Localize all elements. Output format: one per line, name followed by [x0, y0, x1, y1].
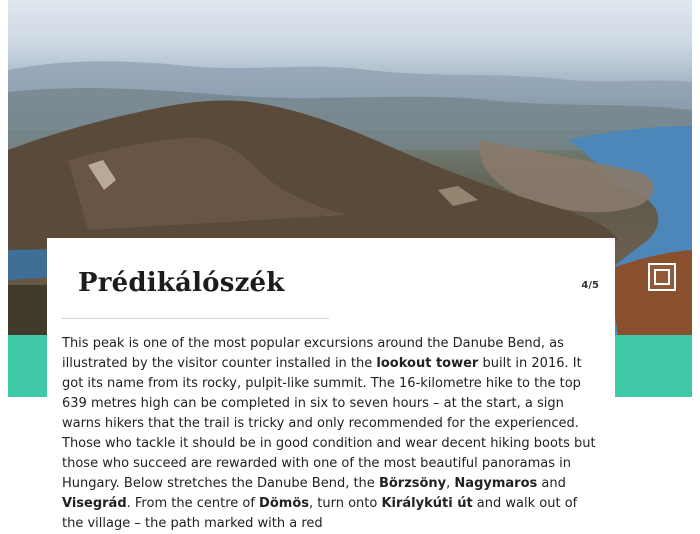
fullscreen-icon[interactable] — [648, 263, 676, 291]
keyword-kiralykuti-ut: Királykúti út — [381, 496, 473, 511]
keyword-borzsony: Börzsöny — [378, 476, 447, 491]
description-text: , — [446, 476, 455, 491]
description-text: This peak is one of the most popular excursions around the Danube Bend, as illustrated by the visitor counter installed in the — [62, 336, 564, 371]
description-text: and walk out of the village – the path marked with a red — [62, 496, 578, 531]
keyword-nagymaros: Nagymaros — [454, 476, 538, 491]
keyword-visegrad: Visegrád — [62, 496, 127, 511]
keyword-lookout-tower: lookout tower — [376, 356, 479, 371]
slide-counter: 4/5 — [581, 280, 599, 291]
keyword-domos: Dömös — [259, 496, 309, 511]
description-text: , turn onto — [308, 496, 382, 511]
gallery-caption-card — [47, 238, 615, 531]
description-text: built in 2016. It got its name from its rocky, pulpit-like summit. The 16-kilometre hike to the top 639 metres high can be completed in six to seven hours – at the start, a sign warns hikers that the trail is tricky and only recommended for the experienced. Those who tackle it should be in good condition and wear decent hiking boots but those who succeed are rewarded with one of the most beautiful panoramas in Hungary. Below stretches the Danube Bend, the — [62, 356, 596, 491]
slide-description — [62, 334, 602, 534]
slide-title: Prédikálószék — [78, 268, 285, 298]
title-divider — [61, 318, 329, 319]
description-text: . From the centre of — [126, 496, 260, 511]
description-text: and — [537, 476, 566, 491]
